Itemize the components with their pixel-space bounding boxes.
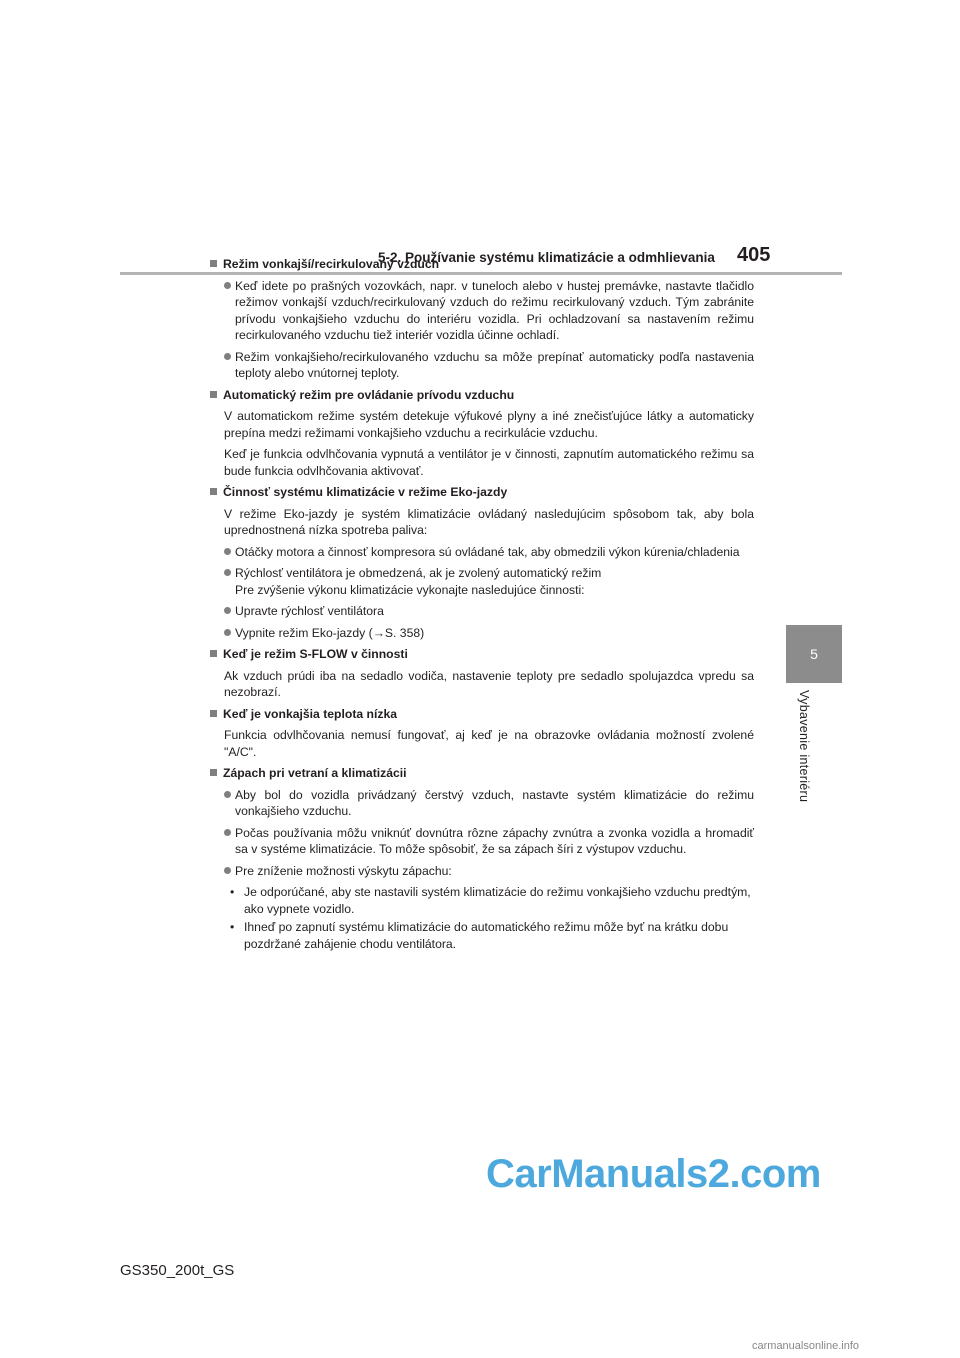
chapter-number: 5 xyxy=(810,646,818,662)
bullet-item xyxy=(224,825,754,858)
square-bullet-icon xyxy=(210,260,217,267)
square-bullet-icon xyxy=(210,710,217,717)
section xyxy=(210,706,754,761)
circle-bullet-icon xyxy=(224,548,231,555)
square-bullet-icon xyxy=(210,650,217,657)
header-section-title: 5-2. Používanie systému klimatizácie a odmhlievania xyxy=(378,250,715,265)
bullet-item xyxy=(224,349,754,382)
section-heading xyxy=(210,765,754,782)
circle-bullet-icon xyxy=(224,353,231,360)
section xyxy=(210,484,754,641)
bullet-item xyxy=(224,278,754,344)
section xyxy=(210,256,754,382)
bullet-text: Počas používania môžu vniknúť dovnútra rôzne zápachy zvnútra a zvonka vozidla a hromadiť sa v systéme klimatizácie. To môže spôsobiť, že sa zápach šíri z výstupov vzduchu. xyxy=(235,825,754,856)
circle-bullet-icon xyxy=(224,791,231,798)
circle-bullet-icon xyxy=(224,629,231,636)
section-heading-text: Keď je režim S-FLOW v činnosti xyxy=(223,647,408,661)
bullet-text: Rýchlosť ventilátora je obmedzená, ak je zvolený automatický režim Pre zvýšenie výkonu klimatizácie vykonajte nasledujúce činnosti: xyxy=(235,566,602,597)
circle-bullet-icon xyxy=(224,282,231,289)
bullet-text: Režim vonkajšieho/recirkulovaného vzduchu sa môže prepínať automaticky podľa nastavenia teploty alebo vnútornej teploty. xyxy=(235,349,754,380)
sub-bullet-text: Je odporúčané, aby ste nastavili systém klimatizácie do režimu vonkajšieho vzduchu predtým, ako vypnete vozidlo. xyxy=(244,885,751,916)
section-heading xyxy=(210,706,754,723)
square-bullet-icon xyxy=(210,488,217,495)
square-bullet-icon xyxy=(210,391,217,398)
bullet-text: Aby bol do vozidla privádzaný čerstvý vzduch, nastavte systém klimatizácie do režimu vonkajšieho vzduchu. xyxy=(235,787,754,818)
section-heading xyxy=(210,646,754,663)
section xyxy=(210,646,754,701)
bullet-text: Vypnite režim Eko-jazdy (→S. 358) xyxy=(235,625,425,640)
watermark-logo: CarManuals2.com xyxy=(486,1152,821,1196)
circle-bullet-icon xyxy=(224,569,231,576)
sub-bullet-list xyxy=(230,884,754,952)
circle-bullet-icon xyxy=(224,607,231,614)
bullet-text: Otáčky motora a činnosť kompresora sú ovládané tak, aby obmedzili výkon kúrenia/chladenia xyxy=(235,544,740,559)
section xyxy=(210,387,754,480)
section-heading-text: Činnosť systému klimatizácie v režime Eko-jazdy xyxy=(223,485,508,499)
sub-bullet-text: Ihneď po zapnutí systému klimatizácie do automatického režimu môže byť na krátku dobu pozdržané zahájenie chodu ventilátora. xyxy=(244,920,729,951)
section-heading-text: Režim vonkajší/recirkulovaný vzduch xyxy=(223,257,440,271)
square-bullet-icon xyxy=(210,769,217,776)
page-content xyxy=(210,256,754,954)
small-dot-icon: • xyxy=(230,885,235,899)
section-heading-text: Automatický režim pre ovládanie prívodu vzduchu xyxy=(223,387,515,402)
small-dot-icon: • xyxy=(230,920,235,934)
circle-bullet-icon xyxy=(224,867,231,874)
paragraph: V režime Eko-jazdy je systém klimatizácie ovládaný nasledujúcim spôsobom tak, aby bola uprednostnená nízka spotreba paliva: xyxy=(224,506,754,537)
chapter-title: Vybavenie interiéru xyxy=(797,690,811,803)
paragraph: Keď je funkcia odvlhčovania vypnutá a ventilátor je v činnosti, zapnutím automatického režimu sa bude funkcia odvlhčovania aktivovať. xyxy=(224,447,754,478)
chapter-tab xyxy=(786,625,842,683)
circle-bullet-icon xyxy=(224,829,231,836)
section-heading xyxy=(210,256,754,273)
sub-bullet-item xyxy=(230,884,754,917)
section-heading-text: Zápach pri vetraní a klimatizácii xyxy=(223,766,407,780)
bullet-item xyxy=(224,625,754,642)
bullet-item xyxy=(224,787,754,820)
bullet-text: Pre zníženie možnosti výskytu zápachu: xyxy=(235,863,452,878)
bullet-item xyxy=(224,544,754,561)
section-heading xyxy=(210,387,754,404)
model-code: GS350_200t_GS xyxy=(120,1262,235,1279)
section-heading xyxy=(210,484,754,501)
section-heading-text: Keď je vonkajšia teplota nízka xyxy=(223,706,398,721)
sub-bullet-item xyxy=(230,919,754,952)
paragraph: Ak vzduch prúdi iba na sedadlo vodiča, nastavenie teploty pre sedadlo spolujazdca vpredu sa nezobrazí. xyxy=(224,668,754,699)
page-number: 405 xyxy=(737,244,771,266)
bullet-item xyxy=(224,863,754,880)
bullet-item xyxy=(224,565,754,598)
bullet-text: Upravte rýchlosť ventilátora xyxy=(235,604,384,618)
paragraph: Funkcia odvlhčovania nemusí fungovať, aj keď je na obrazovke ovládania možností zvolené "A/C". xyxy=(224,728,754,759)
section xyxy=(210,765,754,952)
bullet-item xyxy=(224,603,754,620)
bullet-text: Keď idete po prašných vozovkách, napr. v tuneloch alebo v hustej premávke, nastavte tlačidlo režimov vonkajší vzduch/recirkulovaný vzduch do režimu recirkulovaný vzduch. Tým zabránite prívodu vonkajšieho vzduchu do interiéru vozidla. Pri ochladzovaní sa nastavením režimu recirkulovaného vzduchu tiež interiér vozidla účinne ochladí. xyxy=(235,278,754,342)
paragraph: V automatickom režime systém detekuje výfukové plyny a iné znečisťujúce látky a automaticky prepína medzi režimami vonkajšieho vzduchu a recirkulácie vzduchu. xyxy=(224,409,754,440)
footer-watermark-text: carmanualsonline.info xyxy=(752,1340,860,1352)
